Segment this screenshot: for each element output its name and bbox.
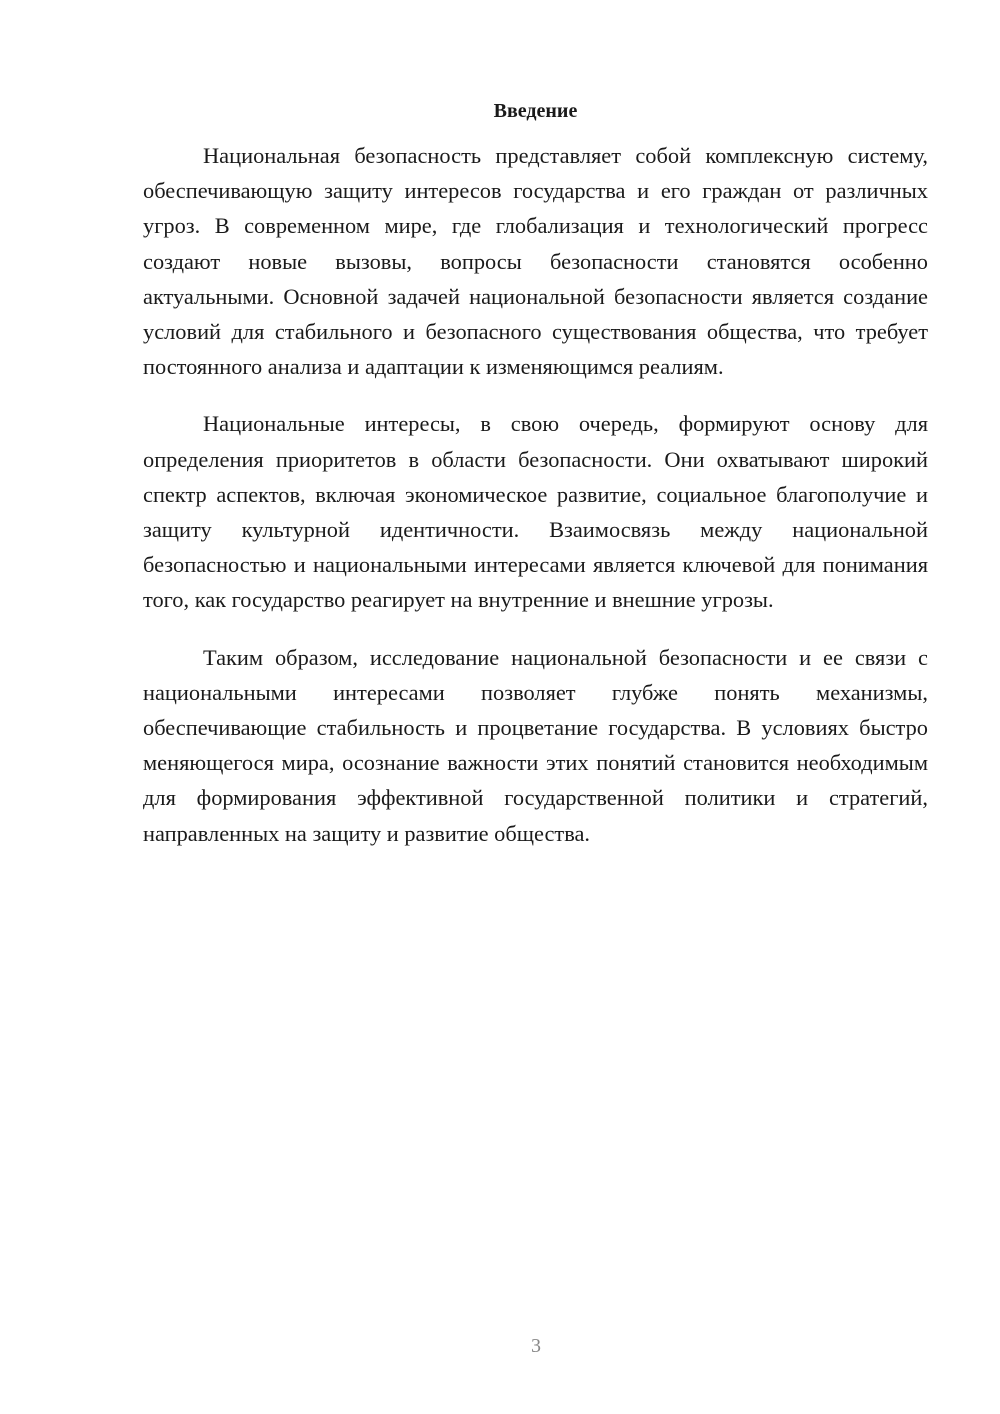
paragraph-1: Национальная безопасность представляет собой комплексную систему, обеспечивающую защиту интересов государства и его граждан от различных угроз. В современном мире, где глобализация и технологический прогресс создают новые вызовы, вопросы безопасности становятся особенно актуальными. Основной задачей национальной безопасности является создание условий для стабильного и безопасного существования общества, что требует постоянного анализа и адаптации к изменяющимся реалиям. bbox=[143, 143, 928, 380]
page-number: 3 bbox=[531, 1335, 541, 1357]
paragraph-3: Таким образом, исследование национальной безопасности и ее связи с национальными интересами позволяет глубже понять механизмы, обеспечивающие стабильность и процветание государства. В условиях быстро меняющегося мира, осознание важности этих понятий становится необходимым для формирования эффективной государственной политики и стратегий, направленных на защиту и развитие общества. bbox=[143, 644, 928, 846]
page-content bbox=[143, 96, 928, 873]
section-heading: Введение bbox=[493, 100, 578, 122]
paragraph-2: Национальные интересы, в свою очередь, формируют основу для определения приоритетов в области безопасности. Они охватывают широкий спектр аспектов, включая экономическое развитие, социальное благополучие и защиту культурной идентичности. Взаимосвязь между национальной безопасностью и национальными интересами является ключевой для понимания того, как государство реагирует на внутренние и внешние угрозы. bbox=[143, 411, 928, 613]
